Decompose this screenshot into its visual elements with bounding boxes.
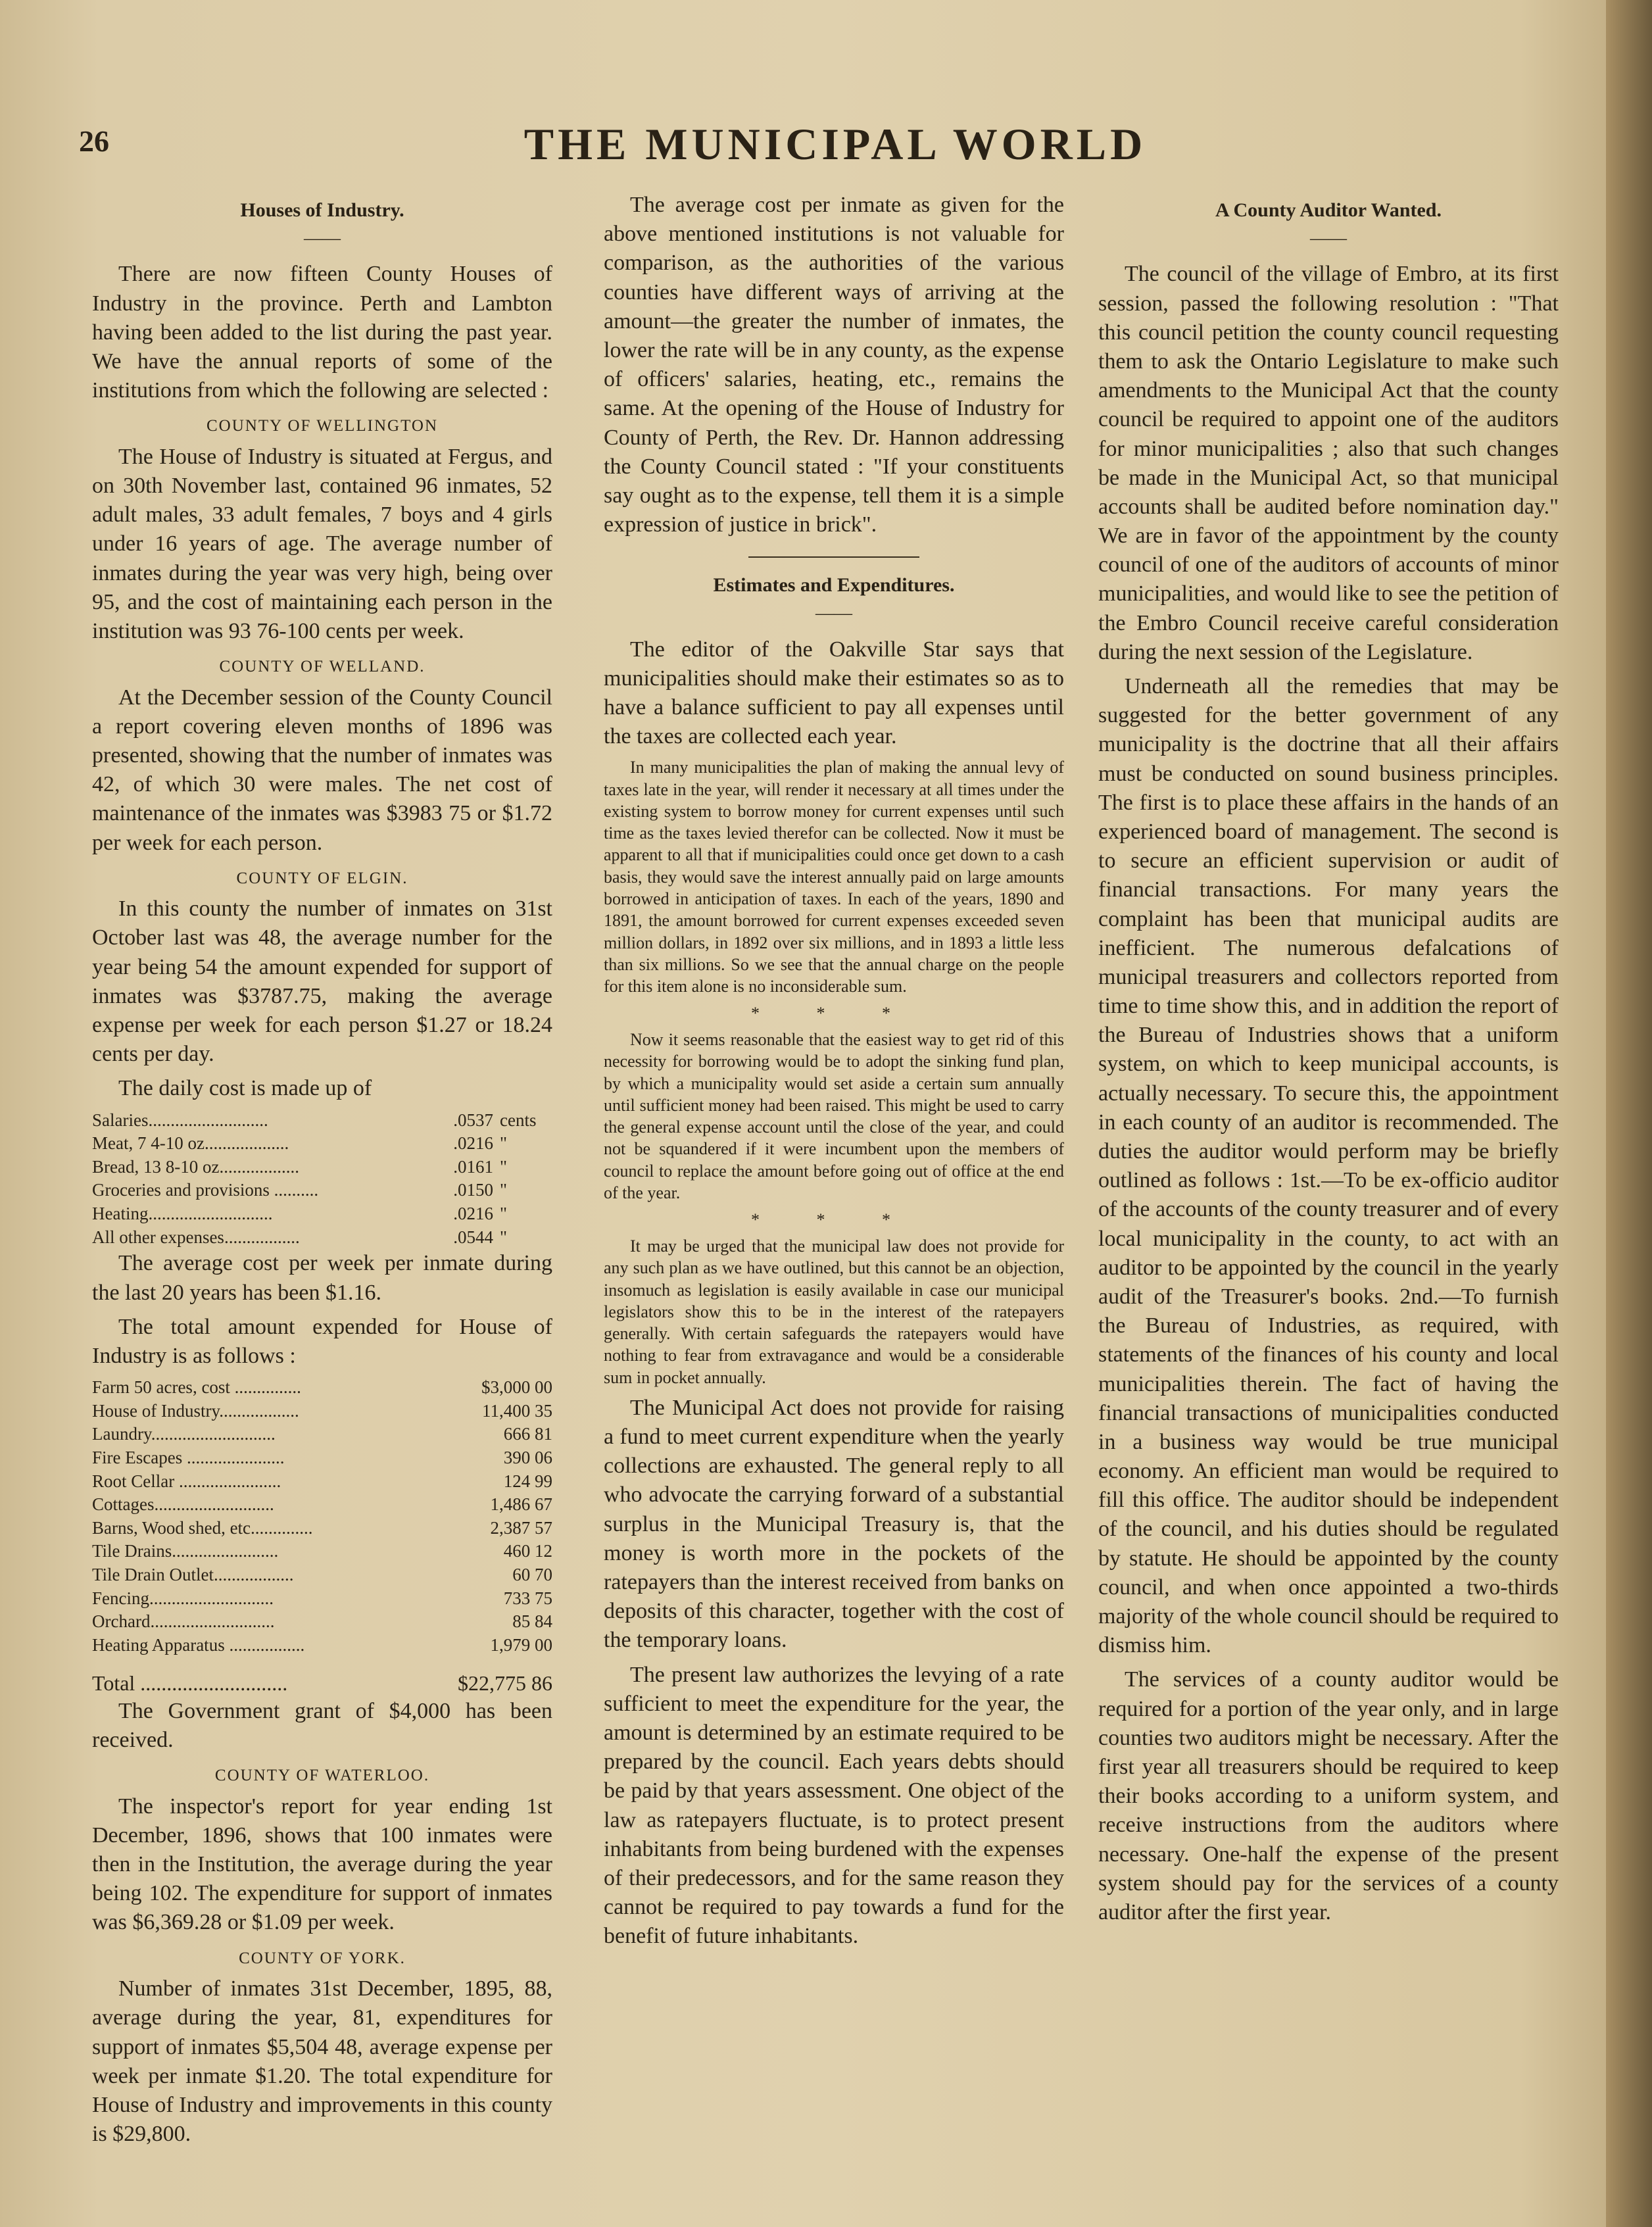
- table-row: Cottages........................... 1,486 67: [92, 1494, 552, 1515]
- page-header: [79, 118, 1591, 171]
- table-row: Meat, 7 4-10 oz................... .0216 ": [92, 1133, 508, 1154]
- total-row: Total ............................ $22,775 86: [92, 1671, 552, 1695]
- paragraph: At the December session of the County Council a report covering eleven months of 1896 was presented, showing that the number of inmates was 42, of which 30 were males. The net cost of maintenance of the inmates was $3983 75 or $1.72 per week for each person.: [92, 685, 552, 855]
- paragraph: The Government grant of $4,000 has been received.: [92, 1698, 552, 1752]
- section-rule: [748, 556, 919, 558]
- table-row: Fencing............................ 733 75: [92, 1588, 552, 1608]
- table-row: Orchard............................ 85 84: [92, 1611, 552, 1632]
- paragraph: The editor of the Oakville Star says that municipalities should make their estimates so as to have a balance sufficient to pay all expenses until the taxes are collected each year.: [604, 637, 1064, 749]
- table-row: House of Industry.................. 11,400 35: [92, 1400, 552, 1421]
- daily-cost-table: [92, 1109, 552, 1250]
- paragraph: The House of Industry is situated at Fergus, and on 30th November last, contained 96 inmates, 52 adult males, 33 adult females, 7 boys and 4 girls under 16 years of age. The average number of inmates during the year was very high, being over 95, and the cost of maintaining each person in the institution was 93 76-100 cents per week.: [92, 444, 552, 643]
- table-row: Farm 50 acres, cost ............... $3,000 00: [92, 1377, 552, 1398]
- paragraph: The services of a county auditor would be required for a portion of the year only, and in large counties two auditors might be necessary. After the first year all treasurers should be required to keep their books according to a uniform system, and receive instructions from the auditors where necessary. One-half the expense of the present system should pay for the services of a county auditor after the first year.: [1098, 1667, 1559, 1924]
- subheading: COUNTY OF ELGIN.: [236, 869, 408, 887]
- paragraph: The Municipal Act does not provide for raising a fund to meet current expenditure when the yearly collections are exhausted. The general reply to all who advocate the carrying forward of a substantial surplus in the Municipal Treasury is, that the money is worth more in the pockets of the ratepayers than the interest received from banks on deposits of this character, together with the cost of the temporary loans.: [604, 1395, 1064, 1653]
- heading-dash: ——: [304, 228, 341, 249]
- column-1: [92, 191, 552, 2154]
- subheading: COUNTY OF WELLINGTON: [206, 417, 438, 435]
- separator-stars: * * *: [751, 1004, 917, 1023]
- table-row: Heating............................ .0216 ": [92, 1204, 508, 1224]
- paragraph: The present law authorizes the levying of a rate sufficient to meet the expenditure for the year, the amount is determined by an estimate required to be prepared by the council. Each years debts should be paid by that years assessment. One object of the law as ratepayers fluctuate, is to protect present inhabitants from being burdened with the expenses of their predecessors, and for the same reason they cannot be required to pay towards a fund for the benefit of future inhabitants.: [604, 1662, 1064, 1949]
- quote-paragraph: It may be urged that the municipal law does not provide for any such plan as we have outlined, but this cannot be an objection, insomuch as legislation is easily available in case our municipal legislators show this to be in the interest of the ratepayers generally. With certain safeguards the ratepayers would have nothing to fear from extravagance and would be a considerable sum in pocket annually.: [604, 1236, 1064, 1387]
- article-heading: Estimates and Expenditures.: [713, 574, 955, 597]
- column-3: [1098, 191, 1559, 1932]
- table-row: Groceries and provisions .......... .0150 ": [92, 1180, 508, 1200]
- heading-dash: ——: [1310, 228, 1347, 249]
- paragraph: The average cost per inmate as given for the above mentioned institutions is not valuable for comparison, as the authorities of the various counties have different ways of arriving at the amount—the greater the number of inmates, the lower the rate will be in any county, as the expense of officers' salaries, heating, etc., remains the same. At the opening of the House of Industry for County of Perth, the Rev. Dr. Hannon addressing the County Council stated : "If your constituents say ought as to the expense, tell them it is a simple expression of justice in brick".: [604, 193, 1064, 537]
- table-row: Barns, Wood shed, etc.............. 2,387 57: [92, 1517, 552, 1538]
- column-2: [604, 191, 1064, 1956]
- page-edge-shadow: [1606, 0, 1652, 2227]
- table-row: Laundry............................ 666 81: [92, 1424, 552, 1444]
- table-row: Bread, 13 8-10 oz.................. .0161 ": [92, 1156, 508, 1177]
- quoted-extract: [604, 756, 1064, 1388]
- table-row: Salaries........................... .0537 cents: [92, 1110, 537, 1130]
- paragraph: There are now fifteen County Houses of Industry in the province. Perth and Lambton having been added to the list during the past year. We have the annual reports of some of the institutions from which the following are selected :: [92, 262, 552, 403]
- heading-dash: ——: [815, 603, 852, 624]
- table-row: All other expenses................. .0544 ": [92, 1227, 508, 1247]
- paragraph: Number of inmates 31st December, 1895, 88, average during the year, 81, expenditures for support of inmates $5,504 48, average expense per week per inmate $1.20. The total expenditure for House of Industry and improvements in this county is $29,800.: [92, 1976, 552, 2147]
- paragraph: The total amount expended for House of Industry is as follows :: [92, 1314, 552, 1368]
- paragraph: The council of the village of Embro, at its first session, passed the following resolution : "That this council petition the county council requesting them to ask the Ontario Legislature to make such amendments to the Municipal Act that the county council be required to appoint one of the auditors for minor municipalities ; also that such changes be made in the Municipal Act, so that municipal accounts shall be audited before nomination day." We are in favor of the appointment by the county council of one of the auditors of accounts of minor municipalities, and would like to see the petition of the Embro Council receive careful consideration during the next session of the Legislature.: [1098, 262, 1559, 664]
- quote-paragraph: In many municipalities the plan of making the annual levy of taxes late in the year, will render it necessary at all times under the existing system to borrow money for current expenses until such time as the taxes levied therefor can be collected. Now it must be apparent to all that if municipalities could once get down to a cash basis, they would save the interest annually paid on large amounts borrowed in anticipation of taxes. In each of the years, 1890 and 1891, the amount borrowed for current expenses exceeded seven million dollars, in 1892 over six millions, and in 1893 a little less than six millions. So we see that the annual charge on the people for this item alone is no inconsiderable sum.: [604, 758, 1064, 996]
- paragraph: The inspector's report for year ending 1st December, 1896, shows that 100 inmates were then in the Institution, the average during the year being 102. The expenditure for support of inmates was $6,369.28 or $1.09 per week.: [92, 1794, 552, 1935]
- article-heading: A County Auditor Wanted.: [1215, 199, 1442, 221]
- subheading: COUNTY OF WATERLOO.: [214, 1767, 430, 1785]
- subheading: COUNTY OF YORK.: [239, 1949, 406, 1967]
- subheading: COUNTY OF WELLAND.: [219, 658, 425, 676]
- paragraph: The average cost per week per inmate during the last 20 years has been $1.16.: [92, 1251, 552, 1305]
- expenditure-table: [92, 1376, 552, 1697]
- table-row: Tile Drains........................ 460 12: [92, 1541, 552, 1561]
- paragraph: The daily cost is made up of: [118, 1076, 372, 1101]
- paragraph: Underneath all the remedies that may be suggested for the better government of any municipality is the doctrine that all their affairs must be conducted on sound business principles. The first is to place these affairs in the hands of an experienced board of management. The second is to secure an efficient supervision or audit of financial transactions. For many years the complaint has been that municipal audits are inefficient. The numerous defalcations of municipal treasurers and collectors reported from time to time show this, and in addition the report of the Bureau of Industries shows that a uniform system, on which to keep municipal accounts, is actually necessary. To secure this, the appointment in each county of an auditor is recommended. The duties the auditor would perform may be briefly outlined as follows : 1st.—To be ex-officio auditor of the accounts of the county treasurer and of every local municipality in the county, to act with an auditor to be appointed by the council in the yearly audit of the Treasurer's books. 2nd.—To furnish the Bureau of Industries, as required, with statements of the finances of his county and local municipalities therein. The fact of having the financial transactions of municipalities conducted in a business way would be true municipal economy. An efficient man would be required to fill this office. The auditor should be independent of the council, and his duties should be regulated by statute. He should be appointed by the county council, and when once appointed a two-thirds majority of the whole council should be required to dismiss him.: [1098, 674, 1559, 1658]
- quote-paragraph: Now it seems reasonable that the easiest way to get rid of this necessity for borrowing would be to adopt the sinking fund plan, by which a municipality would set aside a certain sum annually until sufficient money had been raised. This might be used to carry the general expense account until the close of the year, and could not be squandered if it were incumbent upon the members of council to replace the amount before going out of office at the end of the year.: [604, 1030, 1064, 1202]
- page-number: 26: [79, 124, 109, 158]
- paragraph: In this county the number of inmates on 31st October last was 48, the average number for the year being 54 the amount expended for support of inmates was $3787.75, making the average expense per week for each person $1.27 or 18.24 cents per day.: [92, 896, 552, 1067]
- masthead-title: THE MUNICIPAL WORLD: [523, 119, 1147, 169]
- separator-stars: * * *: [751, 1210, 917, 1230]
- table-row: Tile Drain Outlet.................. 60 70: [92, 1565, 552, 1585]
- table-row: Fire Escapes ...................... 390 06: [92, 1447, 552, 1467]
- table-row: Root Cellar ....................... 124 99: [92, 1471, 552, 1491]
- table-row: Heating Apparatus ................. 1,979 00: [92, 1634, 552, 1655]
- article-heading: Houses of Industry.: [240, 199, 404, 221]
